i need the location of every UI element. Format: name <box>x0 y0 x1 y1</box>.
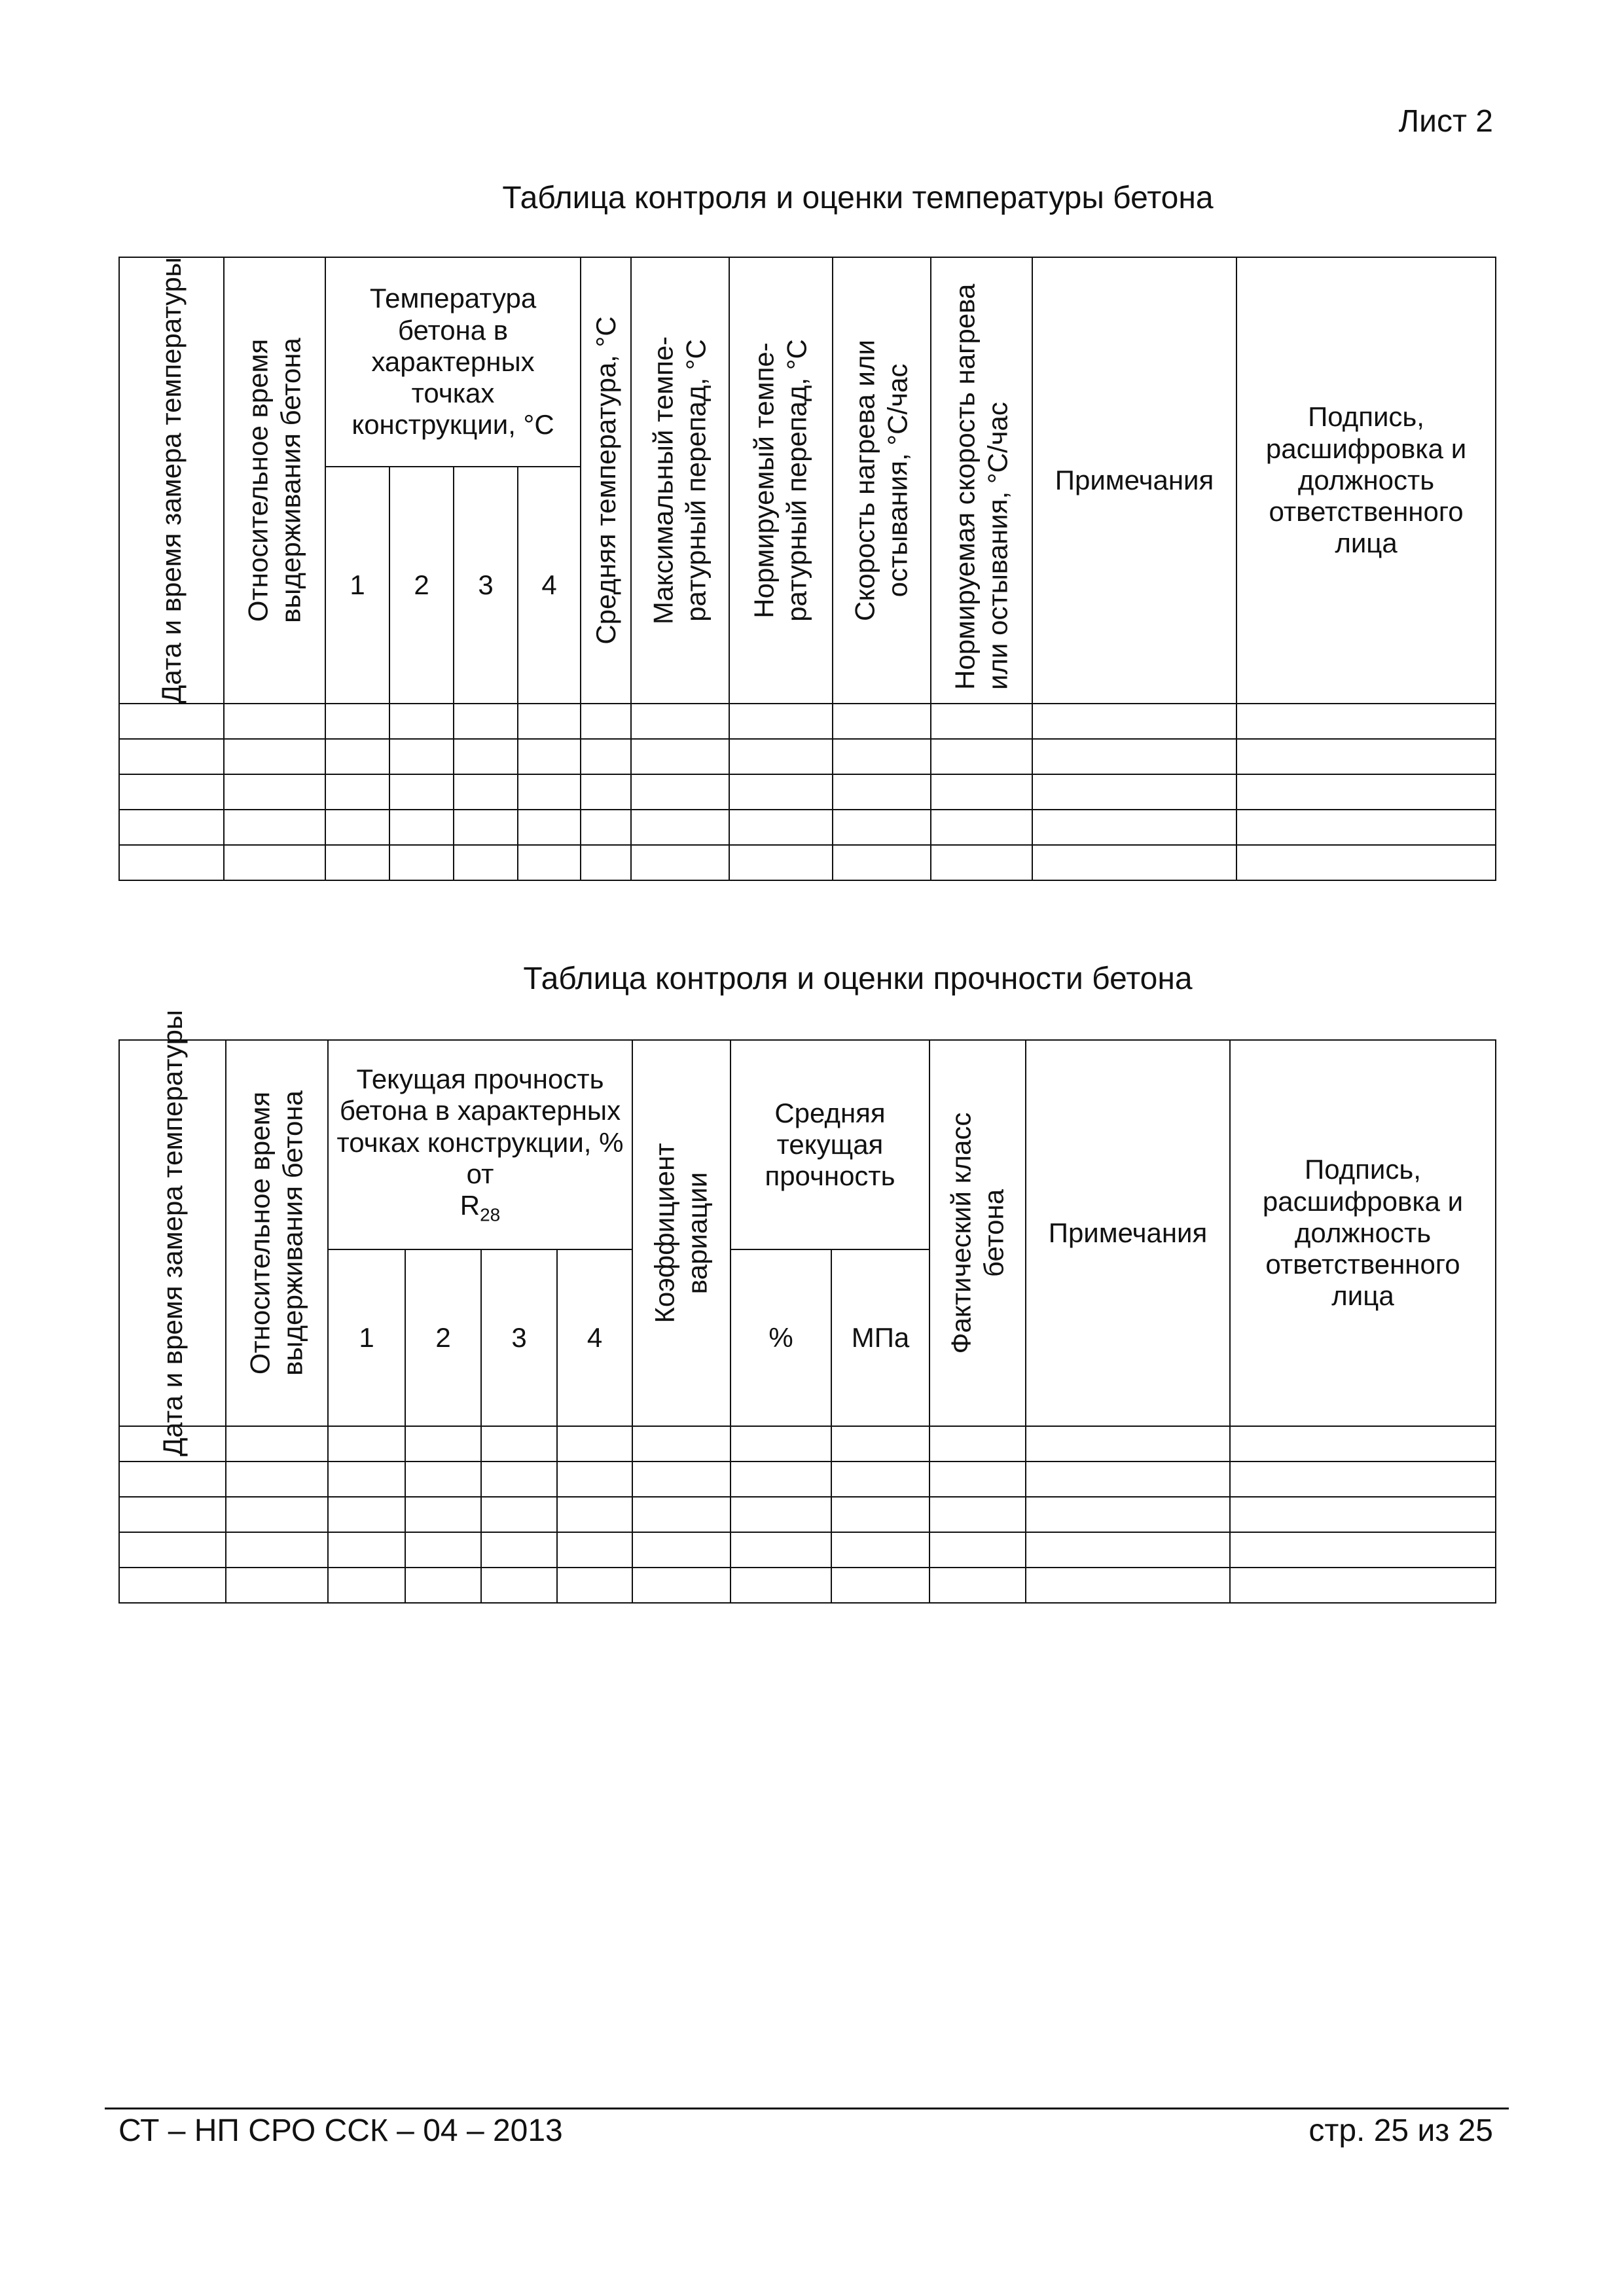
table-row <box>119 810 1496 845</box>
col-header-point-2: 2 <box>405 1249 481 1426</box>
col-header-norm-temp-diff <box>729 257 833 704</box>
footer-doc-code: СТ – НП СРО ССК – 04 – 2013 <box>118 2113 563 2148</box>
strength-symbol: R <box>460 1190 480 1221</box>
col-header-norm-heat-cool-rate-text: Нормируемая скорость нагрева или остывания, °С/час <box>949 283 1013 690</box>
col-header-point-1: 1 <box>325 467 389 704</box>
col-header-avg-temp <box>581 257 631 704</box>
table-row <box>119 1532 1496 1568</box>
col-header-heat-cool-rate-text: Скорость нагрева или остывания, °С/час <box>849 340 914 621</box>
col-header-signature: Подпись, расшифровка и должность ответственного лица <box>1230 1040 1496 1426</box>
col-header-date-time-text: Дата и время замера температуры <box>155 257 187 704</box>
col-header-date-time <box>119 257 224 704</box>
table-row <box>119 704 1496 739</box>
strength-control-table <box>118 1009 1496 1604</box>
sheet-label: Лист 2 <box>1398 104 1493 139</box>
table-row <box>119 774 1496 810</box>
col-header-avg-temp-text: Средняя температура, °С <box>590 316 621 645</box>
col-header-point-4: 4 <box>557 1249 632 1426</box>
col-header-date-time-text: Дата и время замера температуры <box>156 1009 188 1457</box>
col-header-notes: Примечания <box>1026 1040 1230 1426</box>
col-header-relative-time <box>224 257 325 704</box>
table-row <box>119 1497 1496 1532</box>
footer-page-info: стр. 25 из 25 <box>1308 2113 1493 2148</box>
col-header-actual-class <box>929 1040 1026 1426</box>
col-header-max-temp-diff-text: Максимальный темпе-ратурный перепад, °С <box>647 336 712 625</box>
col-header-notes: Примечания <box>1032 257 1236 704</box>
table2-caption: Таблица контроля и оценки прочности бетона <box>523 961 1193 996</box>
col-header-variation-coef <box>632 1040 731 1426</box>
col-header-relative-time <box>226 1040 328 1426</box>
col-header-avg-strength: Средняя текущая прочность <box>731 1040 929 1249</box>
col-header-mpa: МПа <box>831 1249 929 1426</box>
col-header-point-3: 3 <box>454 467 518 704</box>
col-header-relative-time-text: Относительное время выдерживания бетона <box>244 1090 308 1376</box>
strength-subscript: 28 <box>480 1204 501 1225</box>
col-header-date-time <box>119 1009 226 1457</box>
table-row <box>119 845 1496 880</box>
table-row <box>119 1568 1496 1603</box>
col-header-signature: Подпись, расшифровка и должность ответственного лица <box>1236 257 1496 704</box>
col-header-strength-points <box>328 1040 632 1249</box>
col-header-point-3: 3 <box>481 1249 557 1426</box>
col-header-relative-time-text: Относительное время выдерживания бетона <box>242 338 306 623</box>
col-header-point-4: 4 <box>518 467 581 704</box>
col-header-variation-coef-text: Коэффициент вариации <box>649 1143 713 1323</box>
col-header-actual-class-text: Фактический класс бетона <box>945 1112 1009 1354</box>
col-header-norm-temp-diff-text: Нормируемый темпе-ратурный перепад, °С <box>748 339 813 622</box>
table-row <box>119 1462 1496 1497</box>
col-header-temp-points: Температура бетона в характерных точках конструкции, °С <box>325 257 581 467</box>
table-row <box>119 1426 1496 1462</box>
table1-caption: Таблица контроля и оценки температуры бетона <box>502 181 1214 215</box>
col-header-max-temp-diff <box>631 257 729 704</box>
footer-divider <box>105 2108 1509 2109</box>
col-header-point-1: 1 <box>328 1249 405 1426</box>
col-header-heat-cool-rate <box>833 257 931 704</box>
temperature-control-table <box>118 257 1496 881</box>
table-row <box>119 739 1496 774</box>
col-header-norm-heat-cool-rate <box>931 257 1032 704</box>
strength-points-label: Текущая прочность бетона в характерных точках конструкции, % от <box>336 1064 624 1189</box>
col-header-point-2: 2 <box>389 467 454 704</box>
col-header-percent: % <box>731 1249 831 1426</box>
